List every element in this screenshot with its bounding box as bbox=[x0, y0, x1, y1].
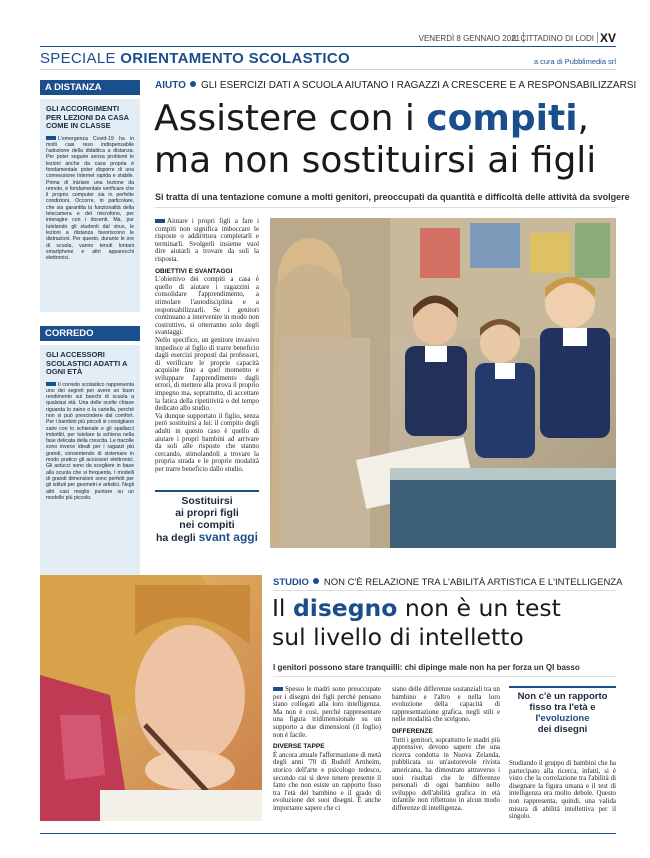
section-name: ORIENTAMENTO SCOLASTICO bbox=[120, 50, 350, 67]
bullet-square bbox=[155, 219, 165, 223]
bullet-square bbox=[46, 382, 56, 386]
classroom-photo bbox=[270, 218, 616, 548]
article2-column-3 bbox=[509, 760, 616, 821]
paragraph: È ancora attuale l'affermazione di metà degli anni '70 di Rudolf Arnheim, storico dell'arte e psicologo tedesco, secondo cui si deve tenere presente il fatto che non esiste un rapporto fisso tra l'età del bambino e il grado di evoluzione dei suoi disegni. È anche importante sapere che ci bbox=[273, 751, 381, 812]
header-rule bbox=[40, 46, 616, 47]
sidebar-tab-corredo: CORREDO bbox=[40, 326, 140, 341]
child-drawing-illustration bbox=[40, 575, 262, 821]
article2-kicker bbox=[273, 577, 623, 588]
bottom-rule bbox=[40, 833, 616, 834]
paragraph: Aiutare i propri figli a fare i compiti non significa imboccare le risposte o addirittura completarli e terminarli. Svolgerli insieme vuol dire aiutarli a trovare da soli la risposta. bbox=[155, 218, 259, 263]
sidebar-tab-distanza: A DISTANZA bbox=[40, 80, 140, 95]
newspaper-name: IL CITTADINO DI LODI bbox=[511, 34, 594, 43]
article2-kicker-rule bbox=[273, 590, 616, 591]
sidebar-box-corredo bbox=[40, 345, 140, 585]
bullet-square bbox=[46, 136, 56, 140]
sidebar-title: GLI ACCORGIMENTI PER LEZIONI DA CASA COME IN CLASSE bbox=[46, 104, 129, 130]
bullet-square bbox=[273, 687, 283, 691]
section-title bbox=[40, 50, 350, 67]
paragraph: Va dunque supportato il figlio, senza però sostituirsi a lui: il compito degli adulti in questo caso è quello di aiutare i propri bambini ad arrivare da soli alle risposte che stanno cercando, stimolandoli a trovare la propria strada e le proprie modalità per trarre beneficio dallo studio. bbox=[155, 412, 259, 473]
article2-subheadline: I genitori possono stare tranquilli: chi dipinge male non ha per forza un QI basso bbox=[273, 663, 580, 672]
article1-headline: Assistere con i compiti, ma non sostituirsi ai figli bbox=[154, 98, 597, 181]
section-prefix: SPECIALE bbox=[40, 50, 116, 67]
kicker-dot-icon bbox=[313, 578, 319, 584]
sidebar-body: Il corredo scolastico rappresenta uno dei segreti per avere un buon rendimento sui banchi di scuola a qualsiasi età. Una delle scelte chiave riguarda lo zaino o la cartella, perché non si può prescindere dal comfort. Per i bambini più piccoli si consigliano zaini con lo schienale e gli spallacci imbottiti, per tutelare la schiena nella fase delicata della crescita. Le tracolle sono invece ideali per i ragazzi più grandi, consentendo di sistemare in modo pratico gli accessori elettronici. Gli astucci sono da scegliere in base alla scuola che si frequenta. I modelli di grandi dimensioni sono perfetti per gli istituti per geometri e artistici. Negli altri casi meglio puntare su un modello più piccolo. bbox=[46, 381, 134, 501]
article2-column-1 bbox=[273, 686, 381, 813]
child-drawing-photo bbox=[40, 575, 262, 821]
sidebar-title: GLI ACCESSORI SCOLASTICI ADATTI A OGNI ETÀ bbox=[46, 350, 128, 376]
article1-pull-quote: Sostituirsi ai propri figli nei compiti ha degli svant aggi bbox=[155, 490, 259, 544]
issue-date: VENERDÌ 8 GENNAIO 2021 bbox=[418, 34, 520, 43]
header-rule-2 bbox=[40, 69, 616, 70]
article1-subhead: OBIETTIVI E SVANTAGGI bbox=[155, 267, 233, 275]
paragraph: siano delle differenze sostanziali tra un bambino e l'altro e nella loro evoluzione della capacità di rappresentazione grafica, negli stili e nelle modalità che scelgono. bbox=[392, 686, 500, 724]
kicker-text: NON C'È RELAZIONE TRA L'ABILITÀ ARTISTICA E L'INTELLIGENZA bbox=[323, 577, 623, 588]
paragraph: L'obiettivo dei compiti a casa è quello di aiutare i ragazzini a consolidare l'apprendimento, a stimolare l'autodisciplina e a responsabilizzarli. Se i genitori continuano a intervenire in modo non costruttivo, si otterranno solo degli svantaggi. bbox=[155, 276, 259, 337]
kicker-label: STUDIO bbox=[273, 577, 309, 588]
kicker-text: GLI ESERCIZI DATI A SCUOLA AIUTANO I RAGAZZI A CRESCERE E A RESPONSABILIZZARSI bbox=[200, 80, 637, 91]
article2-pull-quote: Non c'è un rapporto fisso tra l'età e l'evoluzione dei disegni bbox=[509, 686, 616, 735]
article1-kicker bbox=[155, 80, 636, 91]
article2-subhead: DIVERSE TAPPE bbox=[273, 743, 325, 751]
paragraph: Studiando il gruppo di bambini che ha partecipato alla ricerca, infatti, si è visto che la correlazione tra l'abilità di disegnare la figura umana e il test di intelligenza era molto debole. Questo non rappresenta, quindi, una valida misura di abilità intellettiva per il singolo. bbox=[509, 760, 616, 821]
article1-subheadline: Si tratta di una tentazione comune a molti genitori, preoccupati da quantità e difficoltà delle attività da svolgere bbox=[155, 192, 630, 202]
page-number: XV bbox=[599, 31, 616, 45]
paragraph: Nello specifico, un genitore invasivo impedisce al figlio di trarre beneficio dagli esercizi proposti dai professori, di verificare le proprie capacità acquisite fino a quel momento e sviluppare l'apprendimento dagli errori, di mettere alla prova il proprio impegno ma, soprattutto, di accettare la fatica della ripetitività o del tempo dedicato allo studio. bbox=[155, 336, 259, 413]
paragraph: Spesso le madri sono preoccupate per i disegni dei figli perché pensano siano collegati alla loro intelligenza. Ma non è così, perché rappresentare una figura tridimensionale su un supporto a due dimensioni (il foglio) non è facile. bbox=[273, 686, 381, 739]
kicker-label: AIUTO bbox=[155, 80, 186, 91]
top-line bbox=[40, 30, 616, 46]
curated-by: a cura di Pubblimedia srl bbox=[533, 57, 616, 66]
article2-rule bbox=[273, 676, 616, 677]
sidebar-box-distanza bbox=[40, 99, 140, 312]
article1-rule bbox=[155, 207, 617, 208]
article2-headline: Il disegno non è un test sul livello di intelletto bbox=[272, 594, 561, 651]
article2-subhead: DIFFERENZE bbox=[392, 727, 433, 735]
kicker-dot-icon bbox=[190, 81, 196, 87]
paragraph: Tutti i genitori, soprattutto le madri più apprensive, devono sapere che una ricerca condotta in Nuova Zelanda, pubblicata su un'autorevole rivista americana, ha dimostrato attraverso i suoi risultati che le differenze personali di ogni bambino nello sviluppo dell'abilità grafica in età infantile non riflettono in alcun modo differenze di intelligenza. bbox=[392, 736, 500, 812]
sidebar-body: L'emergenza Covid-19 ha in molti casi reso indispensabile l'adozione della didattica a distanza. Per poter seguire senza problemi le lezioni anche da casa propria è fondamentale poter disporre di una connessione Internet rapida e stabile. Prima di iniziare una lezione da remoto, è fondamentale verificare che il proprio computer sia in perfette condizioni. Occorre, in particolare, che sia garantita la funzionalità della telecamera e del microfono, per interagire con i docenti. Ma, pur tutelando gli studenti dal virus, le lezioni a distanza favoriscono le distrazioni. Per questo, durante le ore di scuola, vanno tenuti lontani smartphone e altri apparecchi elettronici. bbox=[46, 135, 134, 262]
classroom-illustration bbox=[270, 218, 616, 548]
article2-column-2 bbox=[392, 686, 500, 813]
separator bbox=[597, 32, 598, 43]
article1-column bbox=[155, 218, 259, 474]
